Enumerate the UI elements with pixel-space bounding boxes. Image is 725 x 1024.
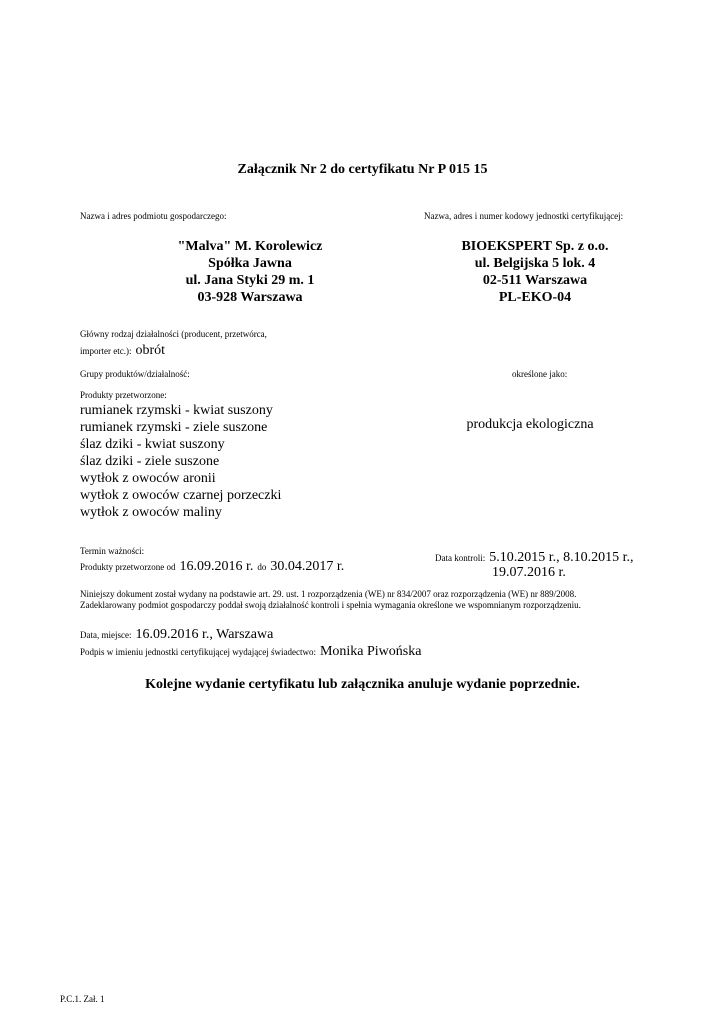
inspection-label: Data kontroli: — [435, 553, 486, 563]
issue-date-value: 16.09.2016 r., Warszawa — [135, 627, 274, 642]
activity-row — [80, 341, 165, 359]
certifier-line: BIOEKSPERT Sp. z o.o. — [461, 239, 609, 254]
reissue-note: Kolejne wydanie certyfikatu lub załącznika anuluje wydanie poprzednie. — [145, 677, 580, 692]
list-item: wytłok z owoców czarnej porzeczki — [80, 488, 282, 503]
list-item: ślaz dziki - kwiat suszony — [80, 437, 225, 452]
legal-notice-line: Zadeklarowany podmiot gospodarczy poddał swoją działalność kontroli i spełnia wymagania określone we wspomnianym rozporządzeniu. — [80, 600, 581, 610]
operator-line: ul. Jana Styki 29 m. 1 — [185, 273, 315, 288]
activity-label: Główny rodzaj działalności (producent, przetwórca, — [80, 329, 267, 339]
operator-address — [140, 238, 360, 306]
certifier-label: Nazwa, adres i numer kodowy jednostki certyfikującej: — [424, 211, 624, 221]
signature-row — [80, 642, 421, 660]
groups-label: Grupy produktów/działalność: — [80, 369, 190, 379]
operator-line: Spółka Jawna — [208, 256, 292, 271]
certifier-line: ul. Belgijska 5 lok. 4 — [474, 256, 596, 271]
validity-to: 30.04.2017 r. — [270, 559, 345, 574]
list-item: rumianek rzymski - kwiat suszony — [80, 403, 273, 418]
operator-line: "Malva" M. Korolewicz — [177, 239, 323, 254]
list-item: wytłok z owoców aronii — [80, 471, 216, 486]
validity-to-label: do — [257, 562, 267, 572]
inspection-date-1: 5.10.2015 r., 8.10.2015 r., — [489, 550, 634, 565]
list-item: wytłok z owoców maliny — [80, 505, 222, 520]
inspection-row — [435, 548, 634, 566]
certifier-address — [420, 238, 650, 306]
issue-date-row — [80, 625, 273, 643]
certifier-line: 02-511 Warszawa — [482, 273, 588, 288]
product-list — [80, 402, 281, 521]
legal-notice-line: Niniejszy dokument został wydany na podstawie art. 29. ust. 1 rozporządzenia (WE) nr 834/2007 oraz rozporządzenia (WE) nr 889/2008. — [80, 589, 577, 599]
issue-date-label: Data, miejsce: — [80, 630, 132, 640]
inspection-date-2: 19.07.2016 r. — [492, 565, 566, 580]
defined-as-value: produkcja ekologiczna — [466, 417, 594, 432]
activity-label-2: importer etc.): — [80, 346, 132, 356]
activity-value: obrót — [135, 343, 166, 358]
validity-label: Termin ważności: — [80, 546, 145, 556]
validity-prefix: Produkty przetworzone od — [80, 562, 176, 572]
document-title: Załącznik Nr 2 do certyfikatu Nr P 015 15 — [237, 162, 488, 177]
signature-label: Podpis w imieniu jednostki certyfikującej wydającej świadectwo: — [80, 647, 316, 657]
validity-row — [80, 557, 344, 575]
page-code: P.C.1. Zał. 1 — [60, 994, 105, 1004]
defined-as-label: określone jako: — [512, 369, 568, 379]
legal-notice — [80, 589, 581, 611]
operator-label: Nazwa i adres podmiotu gospodarczego: — [80, 211, 227, 221]
operator-line: 03-928 Warszawa — [197, 290, 303, 305]
certifier-line: PL-EKO-04 — [498, 290, 572, 305]
list-item: ślaz dziki - ziele suszone — [80, 454, 220, 469]
validity-from: 16.09.2016 r. — [179, 559, 254, 574]
signature-value: Monika Piwońska — [319, 644, 422, 659]
processed-label: Produkty przetworzone: — [80, 390, 167, 400]
list-item: rumianek rzymski - ziele suszone — [80, 420, 268, 435]
